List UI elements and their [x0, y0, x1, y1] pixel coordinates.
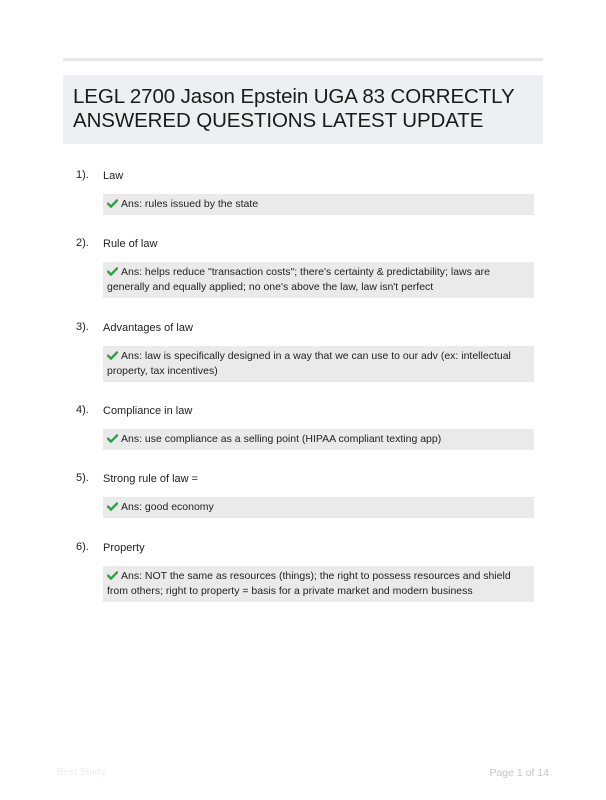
- question-text: Law: [103, 170, 124, 182]
- question-number: 4).: [76, 404, 89, 416]
- question-text: Property: [103, 542, 145, 554]
- footer-watermark: Best Study: [57, 767, 106, 778]
- checkmark-icon: [107, 502, 118, 511]
- checkmark-icon: [107, 199, 118, 208]
- question-text: Compliance in law: [103, 405, 193, 417]
- document-title: LEGL 2700 Jason Epstein UGA 83 CORRECTLY ANSWERED QUESTIONS LATEST UPDATE: [73, 85, 515, 132]
- question-number: 2).: [76, 237, 89, 249]
- checkmark-icon: [107, 571, 118, 580]
- question-number: 6).: [76, 541, 89, 553]
- answer-text: Ans: NOT the same as resources (things); the right to possess resources and shield from others; right to property = basis for a private market and modern business: [107, 570, 511, 597]
- question-number: 1).: [76, 169, 89, 181]
- answer-box: [103, 262, 534, 298]
- checkmark-icon: [107, 351, 118, 360]
- answer-text: Ans: good economy: [121, 501, 214, 513]
- answer-box: [103, 566, 534, 602]
- answer-box: [103, 346, 534, 382]
- question-number: 3).: [76, 321, 89, 333]
- question-text: Rule of law: [103, 238, 158, 250]
- checkmark-icon: [107, 267, 118, 276]
- title-banner: [63, 75, 543, 144]
- answer-text: Ans: use compliance as a selling point (HIPAA compliant texting app): [121, 433, 442, 445]
- answer-box: [103, 429, 534, 450]
- answer-text: Ans: helps reduce "transaction costs"; there's certainty & predictability; laws are generally and equally applied; no one's above the law, law isn't perfect: [107, 266, 490, 293]
- checkmark-icon: [107, 434, 118, 443]
- page-number: Page 1 of 14: [489, 767, 549, 779]
- answer-box: [103, 497, 534, 518]
- question-text: Strong rule of law =: [103, 473, 199, 485]
- question-text: Advantages of law: [103, 322, 193, 334]
- answer-text: Ans: rules issued by the state: [121, 198, 259, 210]
- top-divider: [63, 58, 543, 61]
- answer-text: Ans: law is specifically designed in a way that we can use to our adv (ex: intellectual property, tax incentives): [107, 350, 511, 377]
- answer-box: [103, 194, 534, 215]
- question-number: 5).: [76, 472, 89, 484]
